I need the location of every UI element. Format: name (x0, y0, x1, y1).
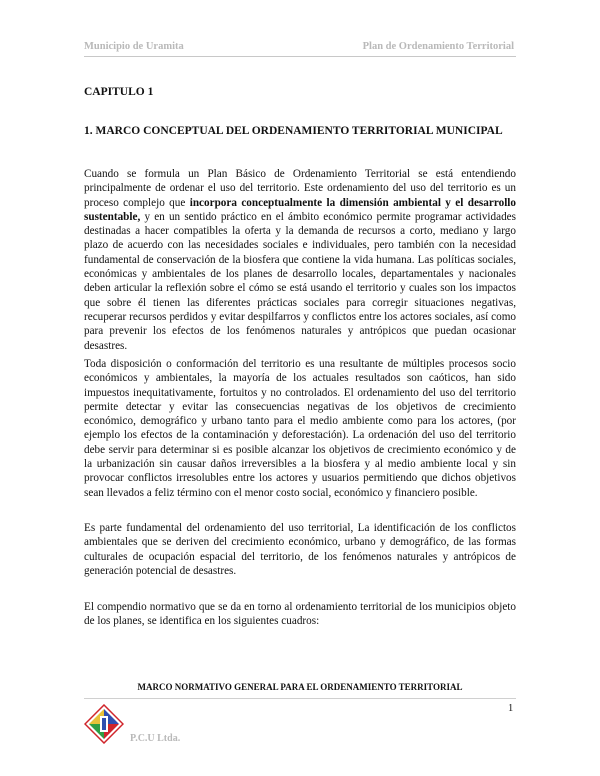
paragraph-1 (84, 167, 516, 353)
section-title: 1. MARCO CONCEPTUAL DEL ORDENAMIENTO TERRITORIAL MUNICIPAL (84, 125, 503, 137)
paragraph-1-emphasis: incorpora conceptualmente la dimensión ambiental y el desarrollo sustentable, (84, 196, 516, 223)
company-name: P.C.U Ltda. (130, 733, 181, 744)
page-number: 1 (508, 703, 514, 714)
company-logo-icon (84, 704, 124, 744)
paragraph-4: El compendio normativo que se da en torno al ordenamiento territorial de los municipios objeto de los planes, se identifica en los siguientes cuadros: (84, 601, 516, 628)
chapter-heading: CAPITULO 1 (84, 86, 154, 98)
paragraph-1-text-b: y en un sentido práctico en el ámbito económico permite programar actividades destinadas a hacer compatibles la oferta y la demanda de recursos a corto, mediano y largo plazo de acuerdo con las necesidades sociales e individuales, pero también con la necesidad fundamental de conservación de la biosfera que contiene la vida humana. Las políticas sociales, económicas y ambientales de los planes de desarrollo locales, departamentales y nacionales deben articular la reflexión sobre el cómo se está usando el territorio y cuales son los impactos que sobre él tienen las diferentes prácticas sociales para corregir situaciones negativas, recuperar recursos perdidos y evitar despilfarros y conflictos entre los actores sociales, así como para prevenir los efectos de los fenómenos naturales y antrópicos que puedan ocasionar desastres. (84, 210, 516, 352)
header-divider (84, 56, 516, 57)
paragraph-2: Toda disposición o conformación del territorio es una resultante de múltiples procesos socio económicos y ambientales, la mayoría de los actuales resultados son caóticos, han sido impuestos inequitativamente, fortuitos y no controlados. El ordenamiento del uso del territorio permite detectar y evitar las consecuencias negativas de los objetivos de crecimiento económico, demográfico y urbano tanto para el medio ambiente como para los actores, (por ejemplo los efectos de la contaminación y deforestación). La ordenación del uso del territorio debe servir para determinar si es posible alcanzar los objetivos de crecimiento económico y de la urbanización sin causar daños irreversibles a la biosfera y al medio ambiente local y sin provocar conflictos irresolubles entre los actores y usuarios permitiendo que dichos objetivos sean llevados a feliz término con el menor costo social, económico y financiero posible. (84, 358, 516, 499)
footer-divider (84, 698, 516, 699)
header-plan-title: Plan de Ordenamiento Territorial (362, 41, 514, 52)
paragraph-1-text-a: Cuando se formula un Plan Básico de Ordenamiento Territorial se está entendiendo principalmente de ordenar el uso del territorio. Este ordenamiento del uso del territorio es un proceso complejo que (84, 168, 516, 209)
table-caption: MARCO NORMATIVO GENERAL PARA EL ORDENAMIENTO TERRITORIAL (137, 682, 463, 692)
header-municipality: Municipio de Uramita (84, 41, 184, 52)
paragraph-3: Es parte fundamental del ordenamiento del uso territorial, La identificación de los conflictos ambientales que se deriven del crecimiento económico, urbano y demográfico, de las formas culturales de ocupación espacial del territorio, de los fenómenos naturales y antrópicos de generación potencial de desastres. (84, 522, 516, 577)
